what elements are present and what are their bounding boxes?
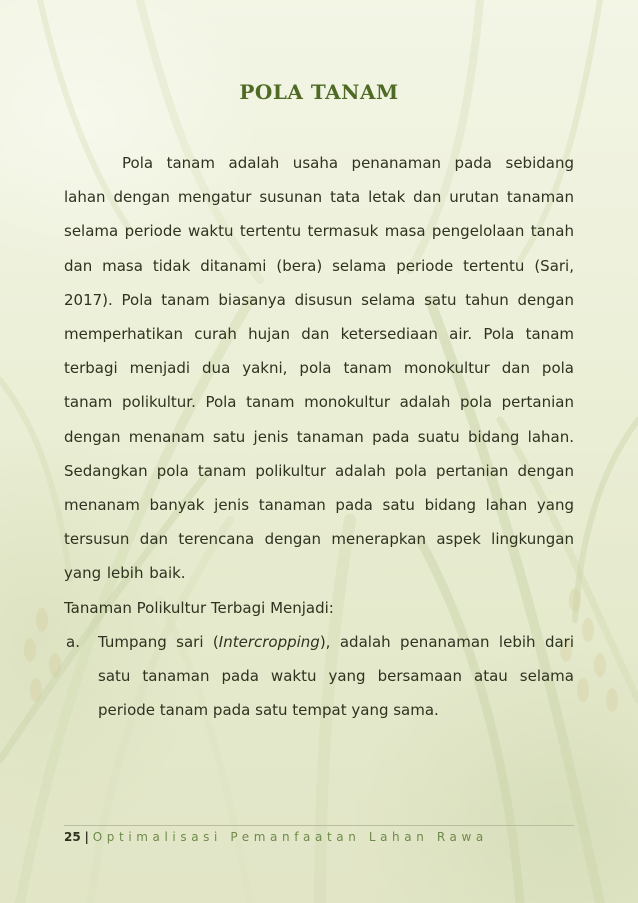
body-text — [64, 146, 574, 727]
list-marker: a. — [66, 632, 80, 651]
intro-paragraph: Pola tanam adalah usaha penanaman pada sebidang lahan dengan mengatur susunan tata letak dan urutan tanaman selama periode waktu tertentu termasuk masa pengelolaan tanah dan masa tidak ditanami (bera) selama periode tertentu (Sari, 2017). Pola tanam biasanya disusun selama satu tahun dengan memperhatikan curah hujan dan ketersediaan air. Pola tanam terbagi menjadi dua yakni, pola tanam monokultur dan pola tanam polikultur. Pola tanam monokultur adalah pola pertanian dengan menanam satu jenis tanaman pada suatu bidang lahan. Sedangkan pola tanam polikultur adalah pola pertanian dengan menanam banyak jenis tanaman pada satu bidang lahan yang tersusun dan terencana dengan menerapkan aspek lingkungan yang lebih baik. — [64, 154, 574, 583]
list-subheading: Tanaman Polikultur Terbagi Menjadi: — [64, 598, 334, 617]
running-title: Optimalisasi Pemanfaatan Lahan Rawa — [92, 830, 488, 844]
page-title: POLA TANAM — [239, 80, 399, 104]
page-footer — [64, 830, 584, 844]
list-item-term: Intercropping — [218, 632, 320, 651]
list-item-lead: Tumpang sari ( — [98, 632, 219, 651]
list-item — [64, 625, 574, 728]
footer-separator: | — [84, 830, 89, 844]
page-number: 25 — [64, 830, 81, 844]
footer-divider — [64, 825, 574, 826]
list-item-rest: ), adalah penanaman lebih dari satu tanaman pada waktu yang bersamaan atau selama periode tanam pada satu tempat yang sama. — [98, 632, 574, 720]
